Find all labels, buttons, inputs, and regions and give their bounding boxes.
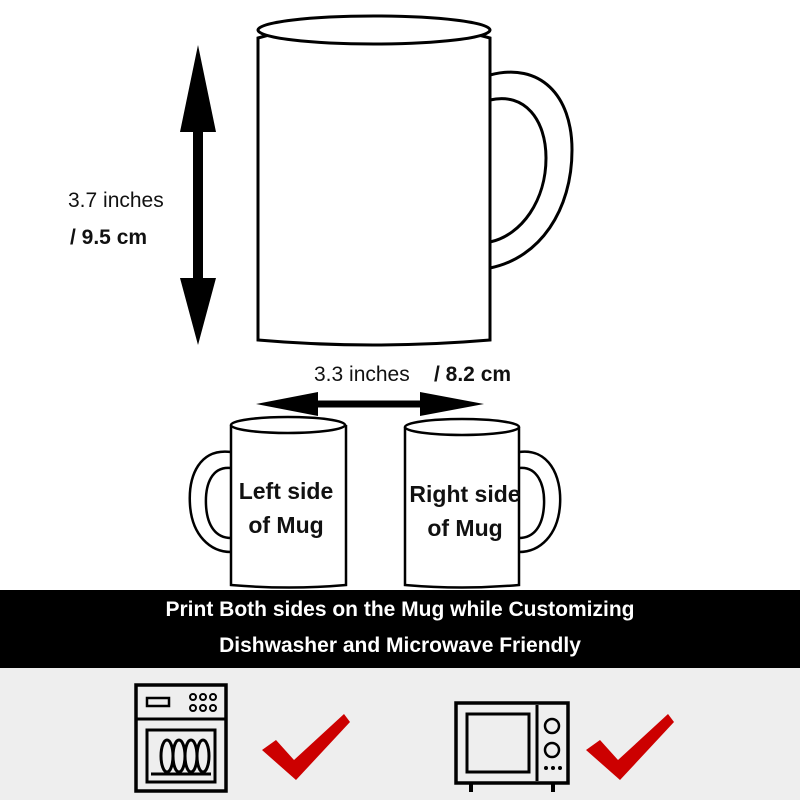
left-side-line1: Left side [238, 478, 334, 504]
banner-line-dishwasher: Dishwasher and Microwave Friendly [219, 634, 581, 657]
left-side-line2: of Mug [248, 512, 324, 538]
microwave-icon [453, 700, 571, 796]
check-icon [582, 712, 678, 782]
height-inches-label: 3.7 inches [68, 189, 164, 212]
right-side-line2: of Mug [427, 515, 503, 541]
width-inches-label: 3.3 inches [314, 363, 410, 386]
dishwasher-icon [133, 682, 229, 794]
right-side-line1: Right side [409, 481, 521, 507]
main-mug [258, 16, 572, 345]
banner-line-print: Print Both sides on the Mug while Customizing [165, 598, 635, 621]
width-arrow [256, 392, 484, 416]
compatibility-footer [0, 668, 800, 800]
height-arrow [180, 45, 216, 345]
width-cm-label: / 8.2 cm [434, 363, 512, 386]
right-side-label [403, 477, 527, 545]
check-icon [258, 712, 354, 782]
height-cm-label: / 9.5 cm [70, 226, 148, 249]
feature-banner [0, 590, 800, 668]
left-side-label [226, 474, 346, 542]
